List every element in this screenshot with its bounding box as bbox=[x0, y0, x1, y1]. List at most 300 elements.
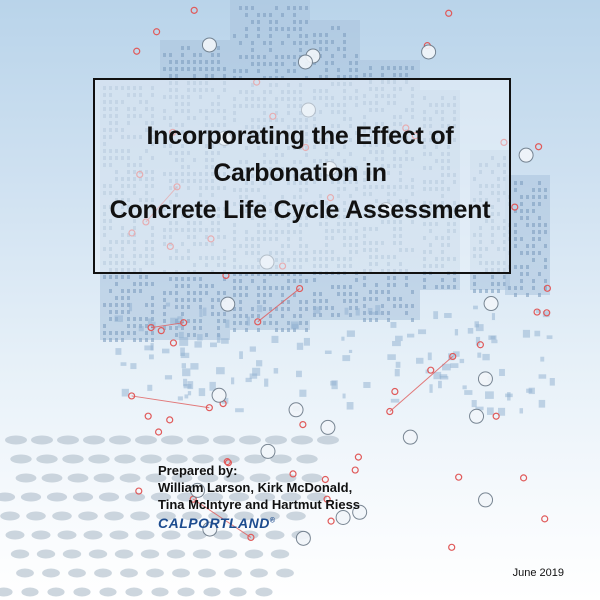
building-window bbox=[269, 314, 272, 318]
building-window bbox=[269, 13, 272, 17]
floor-dot bbox=[317, 436, 339, 445]
carbon-atom bbox=[298, 55, 312, 69]
building-window bbox=[151, 310, 154, 314]
skyline-pixel bbox=[304, 338, 310, 346]
building-window bbox=[514, 237, 517, 241]
building-window bbox=[257, 314, 260, 318]
building-window bbox=[287, 6, 290, 10]
building-window bbox=[423, 285, 426, 289]
skyline-pixel bbox=[122, 389, 129, 397]
skyline-pixel bbox=[485, 391, 494, 399]
building-window bbox=[257, 69, 260, 73]
building-window bbox=[532, 286, 535, 290]
building-window bbox=[544, 230, 547, 234]
floor-dot bbox=[141, 550, 159, 559]
floor-dot bbox=[47, 588, 64, 597]
building-window bbox=[293, 20, 296, 24]
skyline-pixel bbox=[188, 391, 191, 395]
building-window bbox=[381, 73, 384, 77]
floor-dot bbox=[151, 588, 168, 597]
floor-dot bbox=[135, 436, 157, 445]
skyline-pixel bbox=[274, 368, 278, 373]
building-window bbox=[343, 40, 346, 44]
floor-dot bbox=[21, 588, 38, 597]
skyline-pixel bbox=[428, 353, 432, 361]
building-window bbox=[287, 55, 290, 59]
skyline-pixel bbox=[387, 354, 395, 360]
floor-dot bbox=[276, 569, 294, 578]
building-window bbox=[103, 324, 106, 328]
building-window bbox=[151, 331, 154, 335]
building-window bbox=[217, 53, 220, 57]
skyline-pixel bbox=[217, 334, 220, 342]
building-window bbox=[349, 68, 352, 72]
building-window bbox=[175, 284, 178, 288]
skyline-pixel bbox=[491, 340, 497, 344]
skyline-pixel bbox=[368, 308, 373, 314]
skyline-pixel bbox=[440, 374, 448, 377]
skyline-pixel bbox=[499, 369, 505, 376]
floor-dot bbox=[255, 588, 272, 597]
building-window bbox=[251, 55, 254, 59]
building-window bbox=[187, 277, 190, 281]
building-window bbox=[257, 13, 260, 17]
building-window bbox=[411, 318, 414, 322]
oxygen-atom bbox=[170, 340, 176, 346]
building-window bbox=[381, 304, 384, 308]
building-window bbox=[393, 297, 396, 301]
building-window bbox=[245, 34, 248, 38]
building-window bbox=[233, 279, 236, 283]
skyline-pixel bbox=[416, 358, 423, 364]
building-window bbox=[393, 283, 396, 287]
floor-dot bbox=[245, 550, 263, 559]
skyline-pixel bbox=[473, 306, 478, 310]
oxygen-atom bbox=[328, 518, 334, 524]
building-window bbox=[139, 282, 142, 286]
skyline-pixel bbox=[166, 303, 170, 307]
building-window bbox=[331, 61, 334, 65]
building-window bbox=[115, 303, 118, 307]
skyline-pixel bbox=[210, 343, 217, 348]
building-window bbox=[349, 299, 352, 303]
building-window bbox=[199, 319, 202, 323]
building-window bbox=[287, 307, 290, 311]
oxygen-atom bbox=[521, 475, 527, 481]
building-window bbox=[223, 291, 226, 295]
floor-dot bbox=[115, 550, 133, 559]
molecule-bond bbox=[132, 396, 210, 408]
building-window bbox=[411, 290, 414, 294]
floor-dot bbox=[32, 531, 51, 540]
building-window bbox=[299, 314, 302, 318]
building-window bbox=[331, 40, 334, 44]
building-window bbox=[281, 328, 284, 332]
floor-dot bbox=[213, 436, 235, 445]
building-window bbox=[281, 13, 284, 17]
carbon-atom bbox=[296, 531, 310, 545]
skyline-pixel bbox=[482, 354, 489, 360]
building-window bbox=[245, 328, 248, 332]
building-window bbox=[287, 300, 290, 304]
building-window bbox=[387, 276, 390, 280]
floor-dot bbox=[219, 550, 237, 559]
skyline-pixel bbox=[296, 371, 302, 377]
skyline-pixel bbox=[526, 389, 532, 393]
building-window bbox=[349, 61, 352, 65]
skyline-pixel bbox=[239, 351, 243, 359]
building-window bbox=[193, 67, 196, 71]
floor-dot bbox=[83, 436, 105, 445]
building-window bbox=[175, 67, 178, 71]
building-window bbox=[163, 53, 166, 57]
building-window bbox=[263, 279, 266, 283]
building-window bbox=[305, 307, 308, 311]
building-window bbox=[538, 293, 541, 297]
building-window bbox=[217, 298, 220, 302]
building-window bbox=[187, 46, 190, 50]
carbon-atom bbox=[478, 372, 492, 386]
building-window bbox=[411, 66, 414, 70]
skyline-pixel bbox=[149, 354, 154, 359]
building-window bbox=[520, 265, 523, 269]
skyline-pixel bbox=[463, 385, 467, 389]
building-window bbox=[319, 292, 322, 296]
building-window bbox=[293, 6, 296, 10]
building-window bbox=[115, 282, 118, 286]
building-window bbox=[325, 61, 328, 65]
floor-dot bbox=[37, 550, 55, 559]
skyline-pixel bbox=[477, 353, 481, 358]
floor-dot bbox=[99, 493, 119, 502]
building-window bbox=[239, 41, 242, 45]
building-window bbox=[269, 20, 272, 24]
building-window bbox=[127, 275, 130, 279]
building-window bbox=[211, 67, 214, 71]
building-window bbox=[163, 305, 166, 309]
floor-dot bbox=[162, 531, 181, 540]
building-window bbox=[423, 278, 426, 282]
building-window bbox=[187, 305, 190, 309]
building-window bbox=[245, 286, 248, 290]
building-window bbox=[491, 282, 494, 286]
building-window bbox=[175, 333, 178, 337]
building-window bbox=[109, 303, 112, 307]
building-window bbox=[109, 289, 112, 293]
skyline-pixel bbox=[550, 378, 555, 386]
building-window bbox=[514, 293, 517, 297]
building-window bbox=[343, 285, 346, 289]
building-window bbox=[263, 55, 266, 59]
floor-dot bbox=[57, 436, 79, 445]
oxygen-atom bbox=[134, 48, 140, 54]
building-window bbox=[115, 331, 118, 335]
building-window bbox=[199, 277, 202, 281]
skyline-pixel bbox=[375, 305, 380, 312]
skyline-pixel bbox=[179, 337, 188, 346]
floor-dot bbox=[11, 550, 29, 559]
floor-dot bbox=[177, 588, 194, 597]
building-window bbox=[251, 20, 254, 24]
building-window bbox=[369, 318, 372, 322]
skyline-pixel bbox=[540, 357, 544, 362]
building-window bbox=[257, 27, 260, 31]
building-window bbox=[305, 279, 308, 283]
building-window bbox=[355, 292, 358, 296]
building-window bbox=[181, 284, 184, 288]
authors-line-2: Tina McIntyre and Hartmut Riess bbox=[158, 497, 361, 512]
building-window bbox=[263, 41, 266, 45]
building-window bbox=[145, 331, 148, 335]
building-window bbox=[313, 292, 316, 296]
building-window bbox=[363, 297, 366, 301]
floor-dot bbox=[36, 455, 57, 464]
floor-dot bbox=[89, 550, 107, 559]
building-window bbox=[453, 285, 456, 289]
building-window bbox=[109, 275, 112, 279]
building-window bbox=[497, 289, 500, 293]
building-window bbox=[526, 265, 529, 269]
building-window bbox=[435, 285, 438, 289]
building-window bbox=[393, 304, 396, 308]
building-window bbox=[355, 68, 358, 72]
building-window bbox=[325, 47, 328, 51]
building-window bbox=[145, 282, 148, 286]
building-window bbox=[485, 289, 488, 293]
building-window bbox=[520, 237, 523, 241]
building-window bbox=[299, 6, 302, 10]
floor-dot bbox=[68, 474, 89, 483]
skyline-pixel bbox=[203, 308, 206, 316]
building-window bbox=[269, 62, 272, 66]
floor-dot bbox=[110, 531, 129, 540]
building-window bbox=[127, 324, 130, 328]
building-window bbox=[263, 321, 266, 325]
building-window bbox=[233, 314, 236, 318]
building-window bbox=[193, 291, 196, 295]
building-window bbox=[305, 321, 308, 325]
building-window bbox=[139, 317, 142, 321]
building-window bbox=[233, 328, 236, 332]
building-window bbox=[151, 338, 154, 342]
building-window bbox=[269, 34, 272, 38]
floor-dot bbox=[47, 493, 67, 502]
skyline-pixel bbox=[165, 375, 172, 379]
building-window bbox=[103, 338, 106, 342]
skyline-pixel bbox=[372, 312, 381, 315]
building-window bbox=[349, 313, 352, 317]
building-window bbox=[275, 328, 278, 332]
skyline-pixel bbox=[343, 394, 346, 399]
skyline-pixel bbox=[250, 373, 258, 378]
building-window bbox=[305, 328, 308, 332]
building-window bbox=[293, 27, 296, 31]
building-window bbox=[287, 34, 290, 38]
building-window bbox=[538, 251, 541, 255]
building-window bbox=[293, 69, 296, 73]
building-window bbox=[233, 286, 236, 290]
floor-dot bbox=[224, 569, 242, 578]
skyline-pixel bbox=[520, 408, 523, 413]
building-window bbox=[491, 275, 494, 279]
building-window bbox=[175, 277, 178, 281]
building-window bbox=[121, 296, 124, 300]
skyline-pixel bbox=[325, 351, 332, 354]
oxygen-atom bbox=[145, 413, 151, 419]
skyline-pixel bbox=[347, 402, 354, 409]
building-window bbox=[139, 275, 142, 279]
skyline-pixel bbox=[197, 334, 202, 340]
skyline-pixel bbox=[297, 343, 303, 350]
carbon-atom bbox=[470, 409, 484, 423]
building-window bbox=[275, 321, 278, 325]
building-window bbox=[363, 283, 366, 287]
carbon-atom bbox=[422, 45, 436, 59]
floor-dot bbox=[120, 474, 141, 483]
skyline-pixel bbox=[455, 329, 458, 335]
building-window bbox=[473, 282, 476, 286]
building-window bbox=[399, 304, 402, 308]
building-window bbox=[363, 311, 366, 315]
skyline-pixel bbox=[139, 326, 144, 331]
floor-dot bbox=[250, 569, 268, 578]
building-window bbox=[109, 310, 112, 314]
building-window bbox=[151, 303, 154, 307]
floor-dot bbox=[78, 512, 98, 521]
skyline-pixel bbox=[472, 400, 477, 407]
building-window bbox=[405, 311, 408, 315]
building-window bbox=[245, 27, 248, 31]
building-window bbox=[115, 275, 118, 279]
building-window bbox=[257, 55, 260, 59]
building-window bbox=[205, 284, 208, 288]
floor-dot bbox=[68, 569, 86, 578]
building-window bbox=[325, 40, 328, 44]
building-window bbox=[538, 237, 541, 241]
building-window bbox=[163, 319, 166, 323]
building-window bbox=[305, 6, 308, 10]
skyline-pixel bbox=[392, 341, 401, 346]
building-window bbox=[325, 33, 328, 37]
skyline-pixel bbox=[539, 400, 545, 408]
floor-dot bbox=[146, 569, 164, 578]
floor-dot bbox=[88, 455, 109, 464]
building-window bbox=[199, 305, 202, 309]
building-window bbox=[133, 289, 136, 293]
building-window bbox=[139, 289, 142, 293]
building-window bbox=[181, 53, 184, 57]
building-window bbox=[319, 33, 322, 37]
building-window bbox=[381, 66, 384, 70]
building-window bbox=[281, 41, 284, 45]
floor-dot bbox=[114, 455, 135, 464]
skyline-pixel bbox=[407, 334, 414, 338]
building-window bbox=[257, 62, 260, 66]
building-window bbox=[287, 69, 290, 73]
building-window bbox=[355, 299, 358, 303]
floor-dot bbox=[0, 512, 20, 521]
floor-dot bbox=[63, 550, 81, 559]
skyline-pixel bbox=[492, 313, 495, 320]
building-window bbox=[233, 293, 236, 297]
carbon-atom bbox=[403, 430, 417, 444]
skyline-pixel bbox=[225, 320, 229, 328]
building-window bbox=[293, 314, 296, 318]
building-window bbox=[441, 285, 444, 289]
building-window bbox=[325, 68, 328, 72]
floor-dot bbox=[10, 455, 31, 464]
building-window bbox=[175, 60, 178, 64]
building-window bbox=[299, 300, 302, 304]
building-window bbox=[387, 311, 390, 315]
building-window bbox=[393, 276, 396, 280]
building-window bbox=[281, 55, 284, 59]
building-window bbox=[343, 47, 346, 51]
skyline-pixel bbox=[313, 307, 320, 314]
building-window bbox=[211, 312, 214, 316]
building-window bbox=[313, 278, 316, 282]
building-window bbox=[363, 73, 366, 77]
building-window bbox=[375, 318, 378, 322]
oxygen-atom bbox=[449, 544, 455, 550]
building-window bbox=[299, 307, 302, 311]
building-window bbox=[520, 272, 523, 276]
building-window bbox=[275, 69, 278, 73]
building-window bbox=[145, 338, 148, 342]
floor-dot bbox=[26, 512, 46, 521]
building-window bbox=[187, 284, 190, 288]
floor-dot bbox=[6, 531, 25, 540]
skyline-pixel bbox=[363, 382, 370, 388]
building-window bbox=[251, 62, 254, 66]
building-window bbox=[381, 311, 384, 315]
building-window bbox=[175, 305, 178, 309]
skyline-pixel bbox=[299, 390, 306, 397]
building-window bbox=[287, 321, 290, 325]
skyline-pixel bbox=[291, 321, 299, 328]
carbon-atom bbox=[289, 403, 303, 417]
floor-dot bbox=[239, 436, 261, 445]
skyline-pixel bbox=[121, 362, 127, 366]
skyline-pixel bbox=[162, 349, 169, 354]
building-window bbox=[514, 265, 517, 269]
building-window bbox=[181, 277, 184, 281]
building-window bbox=[193, 277, 196, 281]
building-window bbox=[355, 278, 358, 282]
building-window bbox=[532, 279, 535, 283]
building-window bbox=[447, 285, 450, 289]
skyline-pixel bbox=[534, 331, 540, 337]
skyline-pixel bbox=[391, 399, 400, 403]
building-window bbox=[239, 307, 242, 311]
building-window bbox=[217, 326, 220, 330]
building-window bbox=[175, 291, 178, 295]
building-window bbox=[275, 6, 278, 10]
building-window bbox=[319, 40, 322, 44]
building-window bbox=[187, 319, 190, 323]
building-window bbox=[263, 293, 266, 297]
building-window bbox=[205, 291, 208, 295]
building-window bbox=[193, 326, 196, 330]
floor-dot bbox=[42, 569, 60, 578]
skyline-pixel bbox=[429, 384, 432, 393]
building-window bbox=[133, 317, 136, 321]
carbon-atom bbox=[221, 297, 235, 311]
building-window bbox=[343, 292, 346, 296]
building-window bbox=[299, 321, 302, 325]
prepared-by-heading: Prepared by: bbox=[158, 463, 238, 478]
skyline-pixel bbox=[330, 381, 336, 386]
